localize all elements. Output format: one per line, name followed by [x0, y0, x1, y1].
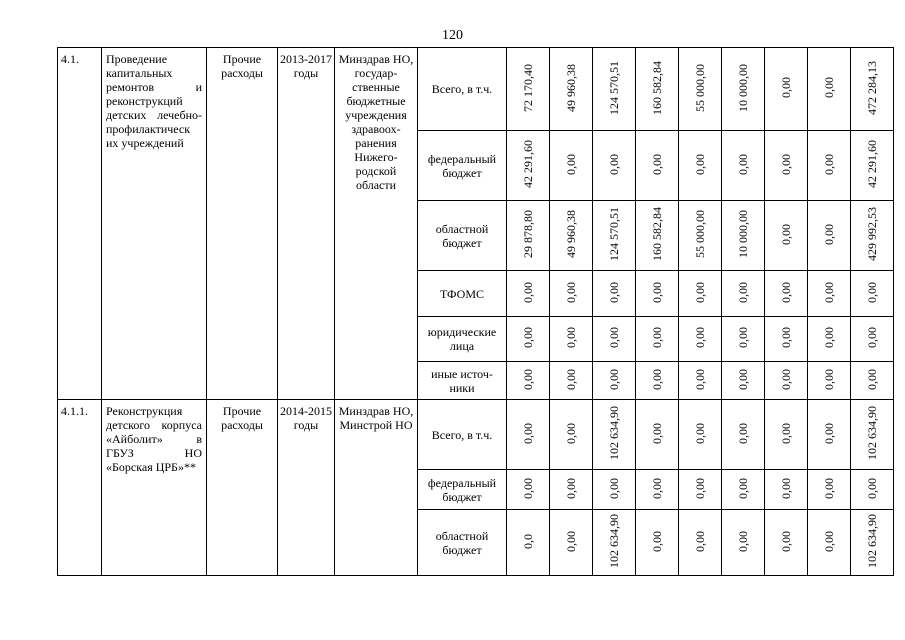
value-cell [722, 510, 765, 576]
value-cell [679, 510, 722, 576]
expense-type: Прочие расходы [207, 400, 278, 576]
value-text: 0,00 [693, 281, 707, 303]
value-cell [765, 271, 808, 317]
value-text: 0,00 [607, 153, 621, 175]
value-cell [550, 317, 593, 362]
value-cell [593, 362, 636, 400]
value-cell [507, 271, 550, 317]
value-text: 0,00 [521, 422, 535, 444]
value-text: 0,00 [865, 327, 879, 348]
value-cell [722, 362, 765, 400]
funding-source: юридические лица [418, 317, 507, 362]
value-cell [722, 400, 765, 470]
period: 2013-2017 годы [278, 48, 335, 400]
value-text: 0,00 [521, 477, 535, 499]
value-cell [808, 131, 851, 201]
value-text: 0,00 [564, 477, 578, 499]
value-text: 0,00 [822, 281, 836, 303]
value-cell [808, 271, 851, 317]
value-cell [851, 510, 894, 576]
value-text: 0,00 [736, 368, 750, 390]
value-cell [851, 317, 894, 362]
value-text: 0,00 [650, 153, 664, 175]
table-row [58, 48, 894, 131]
value-text: 0,00 [650, 327, 664, 348]
value-text: 160 582,84 [650, 60, 664, 115]
value-cell [765, 362, 808, 400]
value-text: 0,00 [865, 281, 879, 303]
value-text: 0,00 [736, 422, 750, 444]
value-cell [550, 201, 593, 271]
funding-source: областной бюджет [418, 201, 507, 271]
value-cell [636, 362, 679, 400]
value-text: 0,00 [564, 368, 578, 390]
value-text: 0,00 [736, 477, 750, 499]
value-text: 102 634,90 [865, 406, 879, 460]
value-text: 0,00 [607, 281, 621, 303]
value-text: 49 960,38 [564, 63, 578, 112]
value-cell [550, 510, 593, 576]
value-cell [507, 131, 550, 201]
expense-type: Прочие расходы [207, 48, 278, 400]
value-text: 0,00 [693, 327, 707, 348]
value-text: 429 992,53 [865, 207, 879, 261]
value-cell [507, 317, 550, 362]
value-cell [765, 400, 808, 470]
value-cell [679, 362, 722, 400]
value-cell [550, 362, 593, 400]
value-text: 124 570,51 [607, 207, 621, 261]
value-cell [679, 317, 722, 362]
value-cell [808, 201, 851, 271]
value-cell [636, 201, 679, 271]
value-cell [722, 271, 765, 317]
value-text: 72 170,40 [521, 63, 535, 112]
value-cell [851, 48, 894, 131]
value-text: 0,00 [521, 281, 535, 303]
value-cell [808, 510, 851, 576]
value-cell [636, 470, 679, 510]
funding-source: Всего, в т.ч. [418, 48, 507, 131]
value-cell [851, 201, 894, 271]
value-text: 0,00 [779, 281, 793, 303]
value-text: 0,00 [693, 368, 707, 390]
value-text: 0,00 [693, 153, 707, 175]
value-text: 0,00 [779, 77, 793, 98]
value-cell [765, 470, 808, 510]
value-text: 10 000,00 [736, 63, 750, 112]
value-cell [507, 470, 550, 510]
value-text: 0,00 [564, 327, 578, 348]
value-cell [765, 48, 808, 131]
value-cell [679, 131, 722, 201]
value-text: 0,00 [822, 368, 836, 390]
value-cell [593, 317, 636, 362]
value-text: 0,00 [564, 281, 578, 303]
value-text: 55 000,00 [693, 210, 707, 258]
value-cell [550, 131, 593, 201]
value-text: 10 000,00 [736, 210, 750, 258]
value-cell [507, 510, 550, 576]
value-text: 29 878,80 [521, 210, 535, 258]
value-cell [679, 271, 722, 317]
value-text: 0,00 [650, 477, 664, 499]
value-text: 0,00 [822, 153, 836, 175]
value-cell [550, 271, 593, 317]
value-cell [808, 470, 851, 510]
value-text: 472 284,13 [865, 60, 879, 115]
value-text: 0,00 [779, 477, 793, 499]
row-number: 4.1.1. [58, 400, 102, 576]
value-cell [722, 317, 765, 362]
value-cell [679, 48, 722, 131]
funding-source: федеральный бюджет [418, 470, 507, 510]
funding-source: федеральный бюджет [418, 131, 507, 201]
value-text: 0,00 [779, 422, 793, 444]
value-text: 0,00 [779, 327, 793, 348]
value-cell [550, 400, 593, 470]
value-text: 0,00 [564, 422, 578, 444]
value-text: 0,00 [650, 281, 664, 303]
value-cell [679, 201, 722, 271]
funding-source: областной бюджет [418, 510, 507, 576]
value-text: 124 570,51 [607, 60, 621, 115]
value-text: 0,0 [521, 533, 535, 549]
table-body [58, 48, 894, 576]
funding-source: иные источ-ники [418, 362, 507, 400]
value-cell [722, 48, 765, 131]
value-cell [851, 470, 894, 510]
value-text: 0,00 [521, 368, 535, 390]
value-cell [851, 362, 894, 400]
value-cell [808, 48, 851, 131]
value-cell [593, 131, 636, 201]
value-cell [593, 201, 636, 271]
value-text: 0,00 [736, 153, 750, 175]
value-text: 0,00 [822, 422, 836, 444]
value-cell [765, 201, 808, 271]
value-text: 42 291,60 [865, 140, 879, 188]
value-cell [636, 131, 679, 201]
value-text: 0,00 [865, 368, 879, 390]
value-cell [593, 48, 636, 131]
value-text: 102 634,90 [607, 514, 621, 568]
value-cell [507, 48, 550, 131]
page-number: 120 [442, 28, 463, 43]
value-text: 0,00 [564, 153, 578, 175]
value-cell [808, 362, 851, 400]
value-cell [550, 48, 593, 131]
row-number: 4.1. [58, 48, 102, 400]
value-text: 55 000,00 [693, 63, 707, 112]
value-text: 0,00 [564, 530, 578, 552]
value-cell [636, 510, 679, 576]
value-cell [808, 400, 851, 470]
value-text: 0,00 [779, 223, 793, 245]
value-text: 0,00 [779, 368, 793, 390]
value-text: 0,00 [650, 422, 664, 444]
value-cell [593, 400, 636, 470]
value-text: 0,00 [693, 530, 707, 552]
period: 2014-2015 годы [278, 400, 335, 576]
value-text: 0,00 [521, 327, 535, 348]
value-cell [636, 271, 679, 317]
value-cell [636, 400, 679, 470]
value-cell [550, 470, 593, 510]
executor: Минздрав НО, государ-ственные бюджетные учреждения здравоох-ранения Нижего-родской области [335, 48, 418, 400]
value-text: 0,00 [822, 477, 836, 499]
value-cell [765, 510, 808, 576]
funding-source: ТФОМС [418, 271, 507, 317]
value-cell [679, 400, 722, 470]
value-cell [593, 470, 636, 510]
value-cell [507, 400, 550, 470]
value-cell [765, 317, 808, 362]
value-cell [851, 271, 894, 317]
value-cell [851, 131, 894, 201]
value-cell [722, 470, 765, 510]
value-cell [765, 131, 808, 201]
value-text: 0,00 [822, 327, 836, 348]
value-text: 0,00 [650, 530, 664, 552]
value-text: 0,00 [822, 530, 836, 552]
value-text: 0,00 [779, 530, 793, 552]
value-cell [507, 201, 550, 271]
value-text: 0,00 [607, 368, 621, 390]
value-cell [636, 317, 679, 362]
value-text: 0,00 [607, 327, 621, 348]
value-cell [593, 510, 636, 576]
value-text: 49 960,38 [564, 210, 578, 258]
value-cell [808, 317, 851, 362]
value-text: 102 634,90 [607, 406, 621, 460]
value-text: 102 634,90 [865, 514, 879, 568]
budget-table [57, 47, 894, 576]
executor: Минздрав НО, Минстрой НО [335, 400, 418, 576]
value-text: 42 291,60 [521, 140, 535, 188]
row-name: Реконструкция детского корпуса «Айболит» в ГБУЗ НО «Борская ЦРБ»** [102, 400, 207, 576]
row-name: Проведение капитальных ремонтов и реконструкций детских лечебно-профилактическ их учреждений [102, 48, 207, 400]
value-text: 0,00 [736, 530, 750, 552]
value-text: 160 582,84 [650, 207, 664, 261]
value-text: 0,00 [607, 477, 621, 499]
value-cell [722, 201, 765, 271]
value-text: 0,00 [779, 153, 793, 175]
value-cell [722, 131, 765, 201]
value-cell [636, 48, 679, 131]
funding-source: Всего, в т.ч. [418, 400, 507, 470]
value-text: 0,00 [693, 422, 707, 444]
table-row [58, 400, 894, 470]
value-text: 0,00 [736, 281, 750, 303]
value-cell [679, 470, 722, 510]
value-cell [507, 362, 550, 400]
value-text: 0,00 [736, 327, 750, 348]
value-text: 0,00 [693, 477, 707, 499]
value-text: 0,00 [865, 477, 879, 499]
value-cell [593, 271, 636, 317]
value-text: 0,00 [822, 77, 836, 98]
value-text: 0,00 [650, 368, 664, 390]
value-cell [851, 400, 894, 470]
value-text: 0,00 [822, 223, 836, 245]
